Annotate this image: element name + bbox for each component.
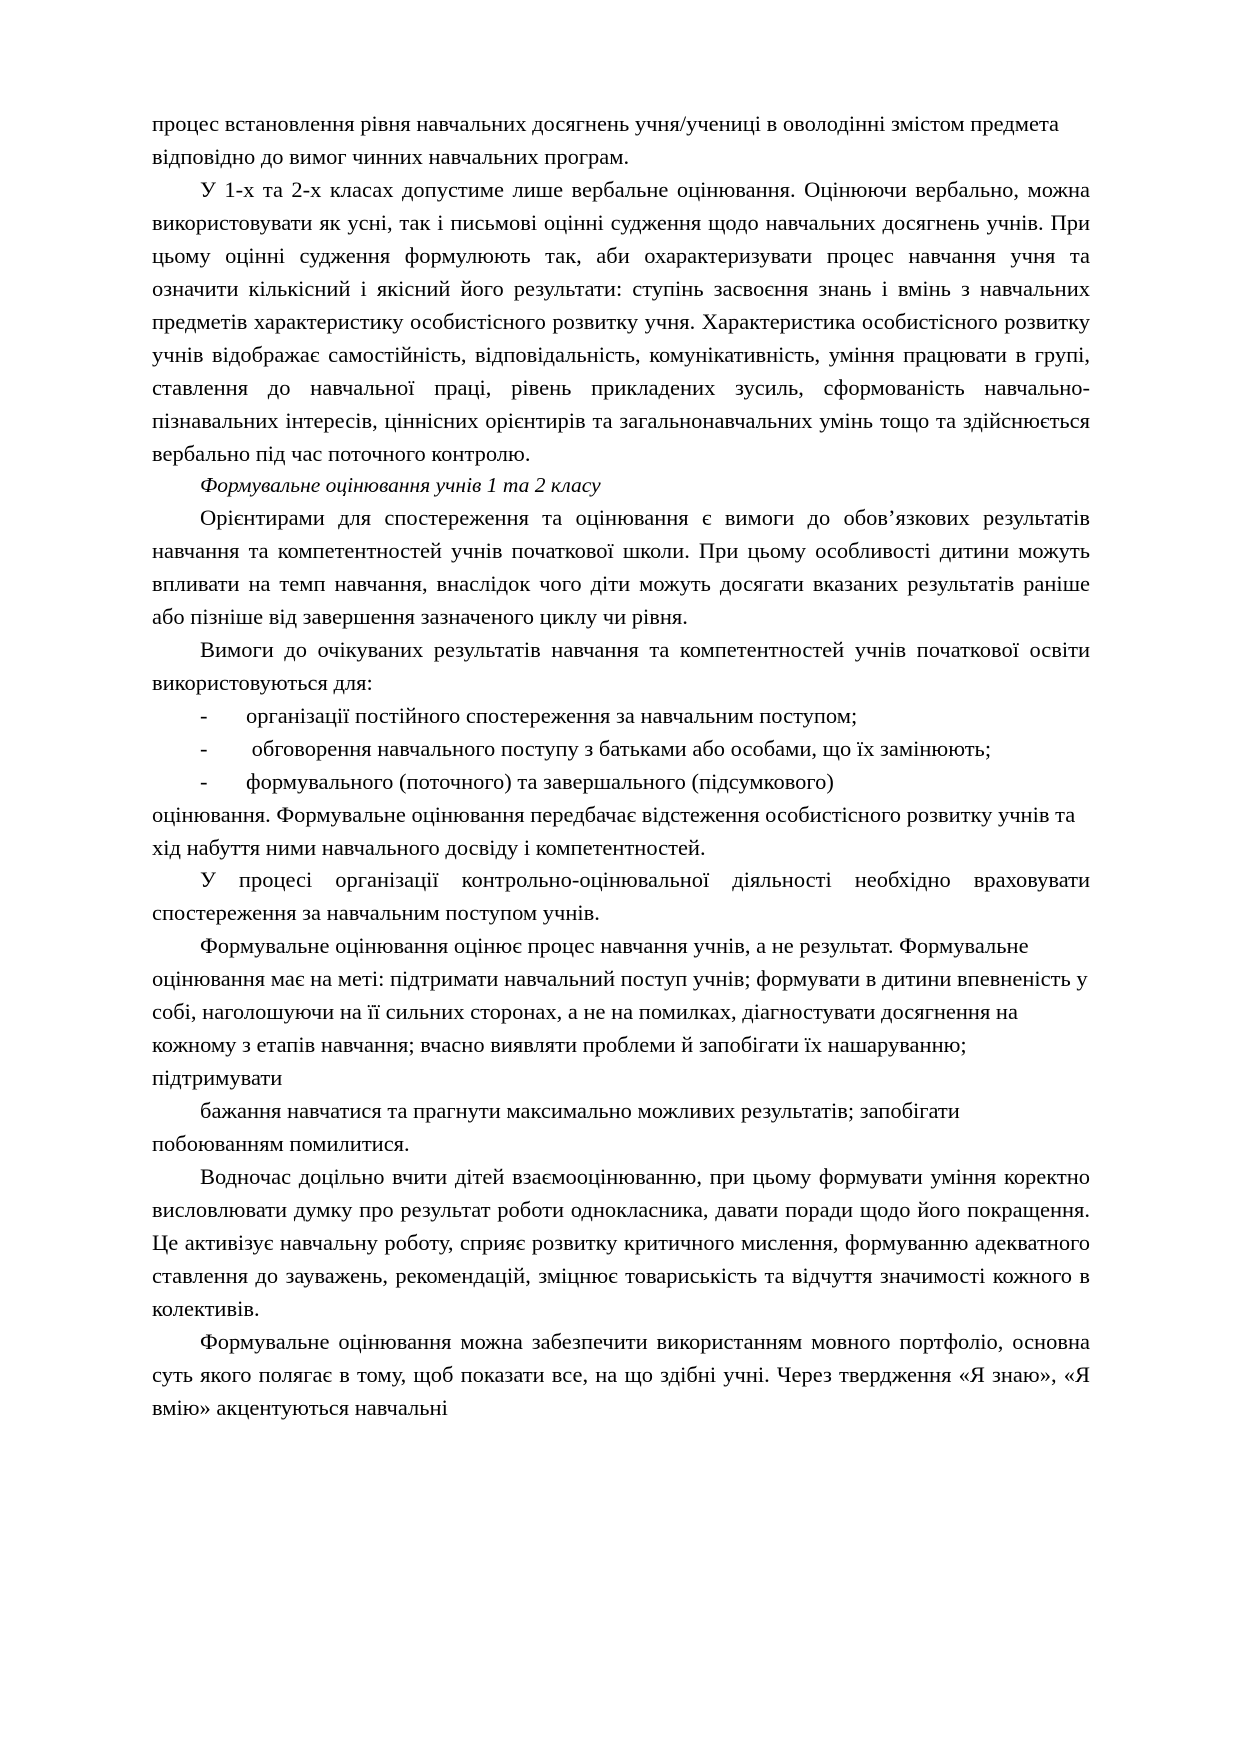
paragraph-requirements-usage: Вимоги до очікуваних результатів навчання та компетентностей учнів початкової освіти використовуються для: [152,636,1090,695]
paragraph-orientation-requirements: Орієнтирами для спостереження та оцінювання є вимоги до обов’язкових результатів навчання та компетентностей учнів початкової школи. При цьому особливості дитини можуть впливати на темп навчання, внаслідок чого діти можуть досягати вказаних результатів раніше або пізніше від завершення зазначеного циклу чи рівня. [152,504,1090,629]
list-item [152,733,1090,766]
paragraph-formative-goals: Формувальне оцінювання оцінює процес навчання учнів, а не результат. Формувальне оцінювання має на меті: підтримати навчальний поступ учнів; формувати в дитини впевненість у собі, наголошуючи на її сильних сторонах, а не на помилках, діагностувати досягнення на кожному з етапів навчання; вчасно виявляти проблеми й запобігати їх нашаруванню; підтримувати [152,933,1088,1091]
list-item-label: формувального (поточного) та завершального (підсумкового) [246,768,834,794]
list-dash-icon: - [200,702,208,728]
list-dash-icon: - [200,735,208,761]
paragraph-desire-to-learn: бажання навчатися та прагнути максимально можливих результатів; запобігати побоюванням помилитися. [152,1098,960,1157]
section-heading-formative-assessment: Формувальне оцінювання учнів 1 та 2 класу [200,473,601,498]
paragraph-language-portfolio: Формувальне оцінювання можна забезпечити використанням мовного портфоліо, основна суть якого полягає в тому, щоб показати все, на що здібні учні. Через твердження «Я знаю», «Я вмію» акцентуються навчальні [152,1328,1090,1420]
list-dash-icon: - [200,768,208,794]
requirements-list [152,700,1090,799]
paragraph-formative-definition: оцінювання. Формувальне оцінювання передбачає відстеження особистісного розвитку учнів та хід набуття ними навчального досвіду і компетентностей. [152,801,1076,860]
paragraph-continuation: процес встановлення рівня навчальних досягнень учня/учениці в оволодінні змістом предмета відповідно до вимог чинних навчальних програм. [152,111,1060,169]
paragraph-control-activity: У процесі організації контрольно-оцінювальної діяльності необхідно враховувати спостереження за навчальним поступом учнів. [152,867,1090,926]
list-item-label: організації постійного спостереження за навчальним поступом; [246,702,858,728]
paragraph-mutual-assessment: Водночас доцільно вчити дітей взаємооцінюванню, при цьому формувати уміння коректно висловлювати думку про результат роботи однокласника, давати поради щодо його покращення. Це активізує навчальну роботу, сприяє розвитку критичного мислення, формуванню адекватного ставлення до зауважень, рекомендацій, зміцнює товариськість та відчуття значимості кожного в колективів. [152,1164,1090,1321]
document-body [152,108,1090,1425]
list-item [152,766,1090,799]
list-item [152,700,1090,733]
list-item-label: обговорення навчального поступу з батьками або особами, що їх замінюють; [246,735,992,761]
paragraph-verbal-assessment: У 1-х та 2-х класах допустиме лише вербальне оцінювання. Оцінюючи вербально, можна використовувати як усні, так і письмові оцінні судження щодо навчальних досягнень учнів. При цьому оцінні судження формулюють так, аби охарактеризувати процес навчання учня та означити кількісний і якісний його результати: ступінь засвоєння знань і вмінь з навчальних предметів характеристику особистісного розвитку учня. Характеристика особистісного розвитку учнів відображає самостійність, відповідальність, комунікативність, уміння працювати в групі, ставлення до навчальної праці, рівень прикладених зусиль, сформованість навчально-пізнавальних інтересів, ціннісних орієнтирів та загальнонавчальних умінь тощо та здійснюється вербально під час поточного контролю. [152,176,1090,466]
